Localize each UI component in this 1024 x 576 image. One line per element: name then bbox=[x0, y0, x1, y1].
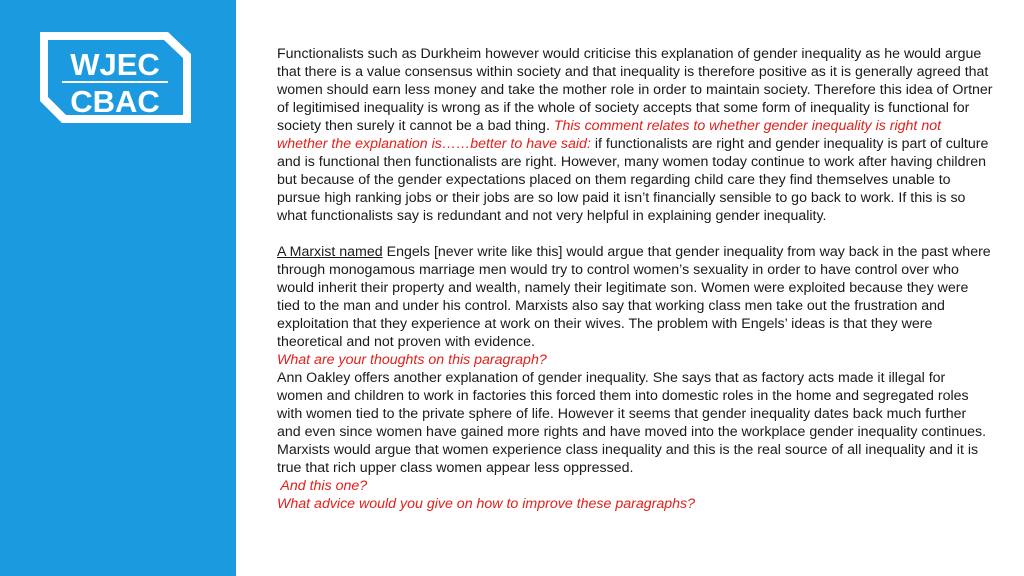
teacher-comment-2: What are your thoughts on this paragraph? bbox=[277, 352, 547, 368]
paragraph-oakley: Ann Oakley offers another explanation of gender inequality. She says that as factory acts made it illegal for women and children to work in factories this forced them into domestic roles in the home and segregated roles with women tied to the private sphere of life. However it seems that gender inequality dates back much further and even since women have gained more rights and have moved into the workplace gender inequality continues. Marxists would argue that women experience class inequality and this is the real source of all inequality and it is true that rich upper class women appear less oppressed. bbox=[277, 370, 987, 476]
para1-text1: Functionalists such as Durkheim however would criticise this explanation of gender inequality as he would argue that there is a value consensus within society and that inequality is therefore positive as it is generally agreed that women should earn less money and take the mother role in order to maintain society. Therefore this idea of Ortner of legitimised inequality is wrong as if the whole of society accepts that some form of inequality is functional for society then surely it cannot be a bad thing. bbox=[277, 46, 993, 134]
teacher-comment-4: What advice would you give on how to improve these paragraphs? bbox=[277, 496, 695, 512]
wjec-cbac-logo bbox=[40, 32, 191, 123]
document-body bbox=[277, 45, 993, 513]
logo-line2: CBAC bbox=[70, 84, 160, 119]
para1-text2: if functionalists are right and gender inequality is part of culture and is functional then functionalists are right. However, many women today continue to work after having children but because of the gender expectations placed on them regarding child care they find themselves unable to pursue high ranking jobs or their jobs are so low paid it isn’t financially sensible to go back to work. If this is so what functionalists say is redundant and not very helpful in explaining gender inequality. bbox=[277, 136, 989, 224]
sidebar bbox=[0, 0, 236, 576]
logo-line1: WJEC bbox=[70, 47, 160, 82]
paragraph-functionalists bbox=[277, 45, 993, 225]
teacher-comment-1: This comment relates to whether gender inequality is right not whether the explanation is……better to have said: bbox=[277, 118, 942, 152]
underlined-phrase: A Marxist named bbox=[277, 244, 383, 260]
teacher-comment-3: And this one? bbox=[277, 478, 368, 494]
para2-text: Engels [never write like this] would argue that gender inequality from way back in the past where through monogamous marriage men would try to control women’s sexuality in order to have control over who would inherit their property and wealth, namely their legitimate son. Women were exploited because they were tied to the man and under his control. Marxists also say that working class men take out the frustration and exploitation that they experience at work on their wives. The problem with Engels’ ideas is that they were theoretical and not proven with evidence. bbox=[277, 244, 991, 350]
paragraph-marxist bbox=[277, 243, 993, 351]
